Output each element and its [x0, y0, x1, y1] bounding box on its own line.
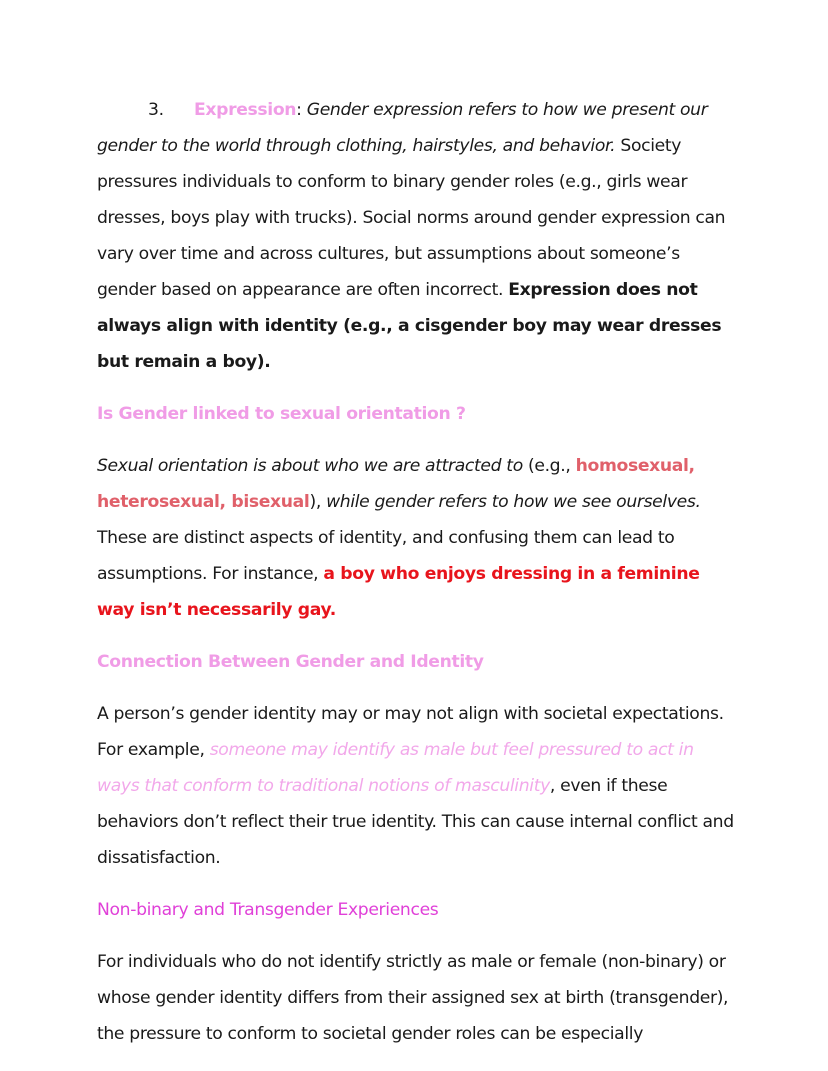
connection-paragraph: [97, 696, 737, 876]
gender-definition: while gender refers to how we see ourselves.: [326, 492, 701, 512]
text-run: (e.g.,: [522, 456, 576, 476]
orientation-paragraph: [97, 448, 737, 628]
heading-nonbinary: Non-binary and Transgender Experiences: [97, 900, 439, 920]
pink-example: someone may identify as male but feel pressured to act in ways that conform to traditional notions of masculinity: [97, 740, 694, 796]
heading-orientation: Is Gender linked to sexual orientation ?: [97, 404, 466, 424]
expression-definition: Gender expression refers to how we present our gender to the world through clothing, hairstyles, and behavior.: [97, 100, 708, 156]
expression-conclusion: Expression does not always align with identity (e.g., a cisgender boy may wear dresses but remain a boy).: [97, 280, 722, 372]
nonbinary-paragraph: For individuals who do not identify strictly as male or female (non-binary) or whose gender identity differs from their assigned sex at birth (transgender), the pressure to conform to societal gender roles can be especially: [97, 952, 729, 1044]
text-run: A person’s gender identity may or may not align with societal expectations. For example,: [97, 704, 724, 760]
orientation-terms: homosexual, heterosexual, bisexual: [97, 456, 695, 512]
heading-connection: Connection Between Gender and Identity: [97, 652, 484, 672]
list-number: 3.: [148, 100, 164, 120]
orientation-definition: Sexual orientation is about who we are attracted to: [97, 456, 523, 476]
text-run: These are distinct aspects of identity, and confusing them can lead to assumptions. For instance,: [97, 528, 675, 584]
text-run: ),: [309, 492, 327, 512]
colon: :: [296, 100, 302, 120]
text-run: , even if these behaviors don’t reflect their true identity. This can cause internal conflict and dissatisfaction.: [97, 776, 734, 868]
document-page: [97, 92, 737, 1068]
term-expression: Expression: [194, 100, 297, 120]
section-expression: [97, 92, 737, 380]
expression-body: Society pressures individuals to conform to binary gender roles (e.g., girls wear dresses, boys play with trucks). Social norms around gender expression can vary over time and across cultures, but assumptions about someone’s gender based on appearance are often incorrect.: [97, 136, 726, 300]
red-emphasis: a boy who enjoys dressing in a feminine way isn’t necessarily gay.: [97, 564, 700, 620]
